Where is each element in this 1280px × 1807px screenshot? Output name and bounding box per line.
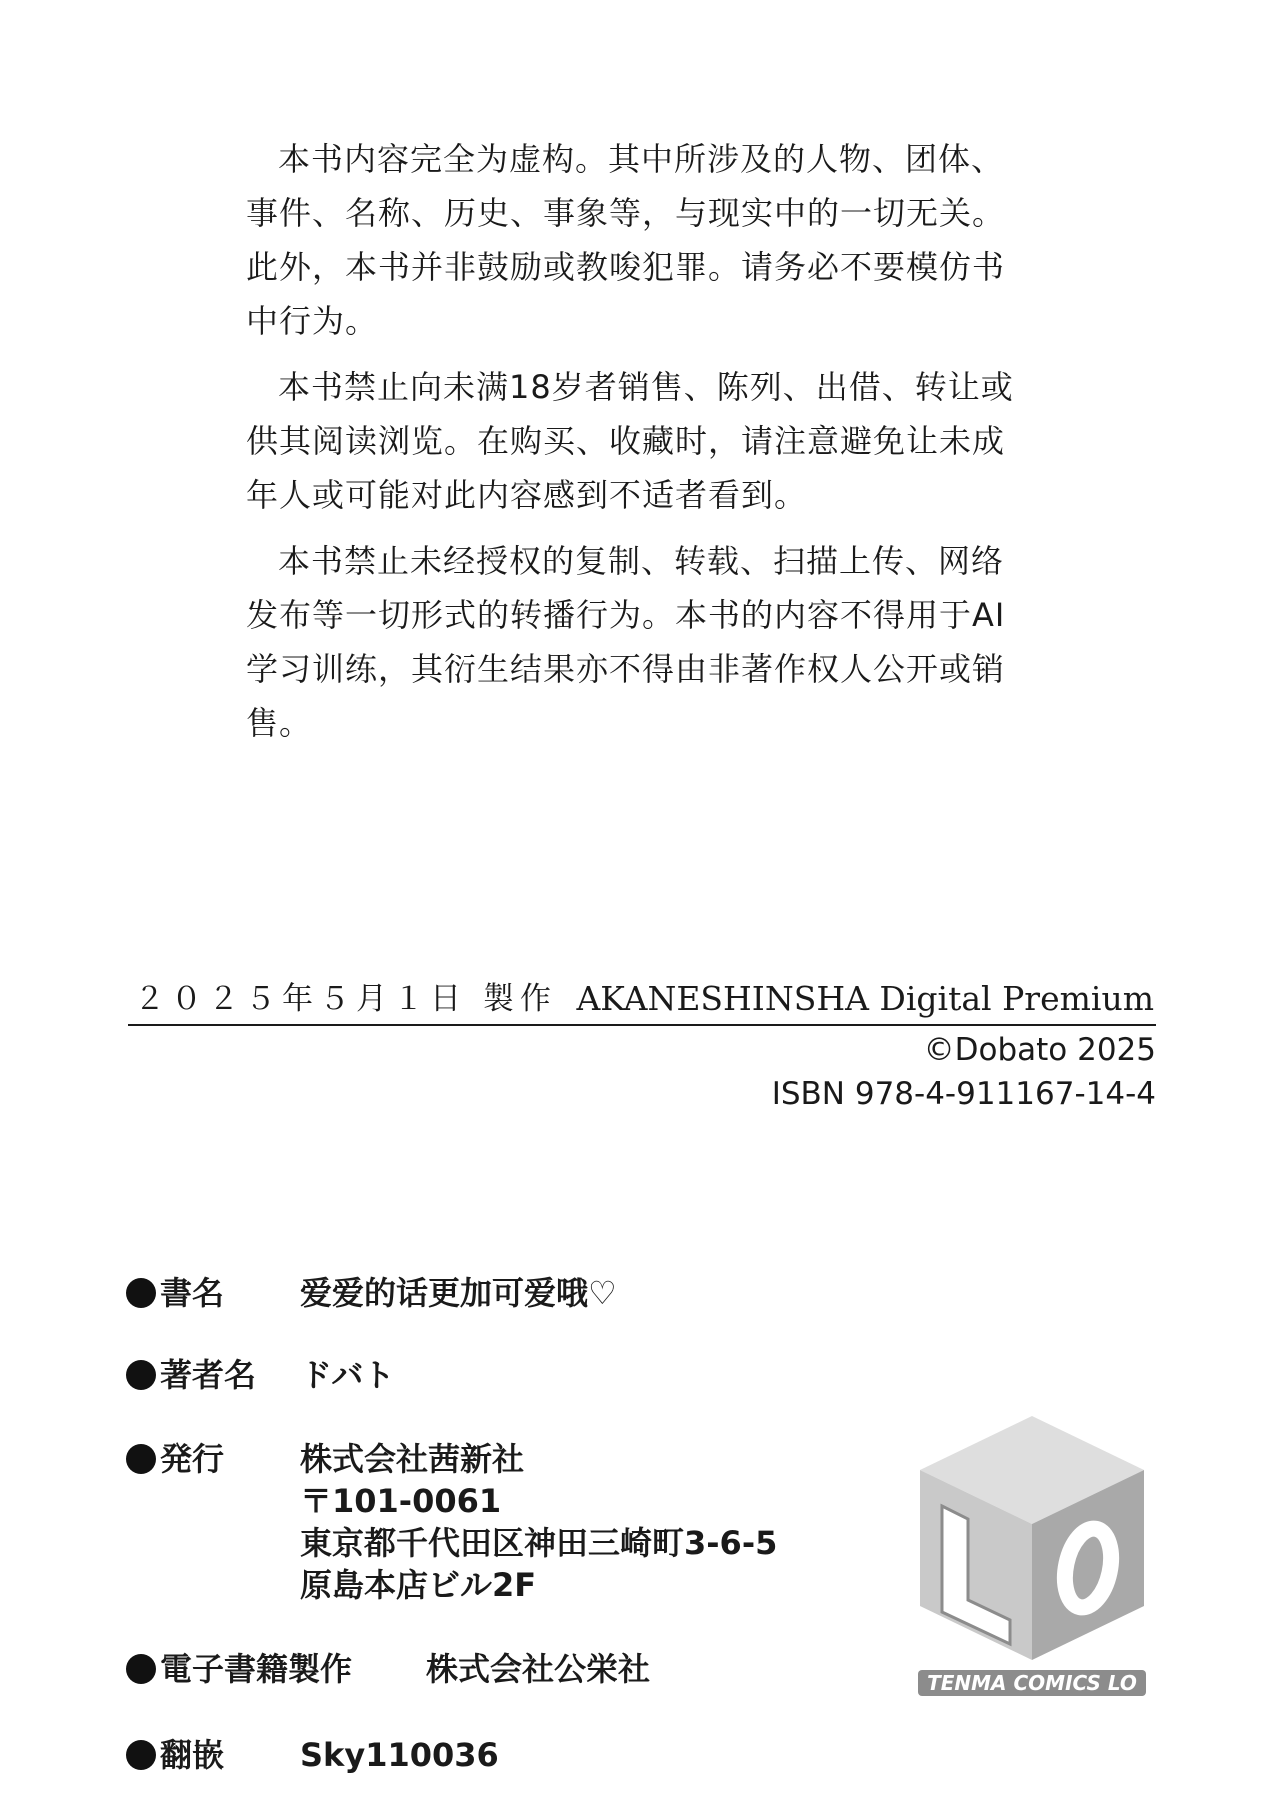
rights-block (772, 1028, 1156, 1116)
ebook-label: 電子書籍製作 (160, 1650, 353, 1688)
bullet-icon (126, 1654, 156, 1684)
info-row-ebook (124, 1648, 650, 1690)
publisher-building: 原島本店ビル2F (300, 1566, 537, 1604)
publisher-postal: 〒101-0061 (300, 1482, 502, 1520)
info-row-publisher (124, 1438, 777, 1606)
publisher-value (300, 1438, 777, 1606)
logo-caption: TENMA COMICS LO (927, 1671, 1137, 1695)
series-name: AKANESHINSHA Digital Premium (576, 979, 1154, 1018)
title-value (300, 1272, 617, 1314)
title-label: 書名 (160, 1274, 225, 1312)
isbn-line: ISBN 978-4-911167-14-4 (771, 1076, 1156, 1112)
notice-paragraph-fiction: 本书内容完全为虚构。其中所涉及的人物、团体、事件、名称、历史、事象等，与现实中的一切无关。此外，本书并非鼓励或教唆犯罪。请务必不要模仿书中行为。 (246, 140, 1006, 340)
author-value: ドバト (300, 1356, 395, 1394)
translation-label: 翻嵌 (160, 1736, 225, 1774)
info-row-title (124, 1272, 617, 1314)
publisher-name: 株式会社茜新社 (300, 1440, 525, 1478)
production-date: ２０２５年５月１日 製作 (134, 981, 557, 1017)
heart-icon: ♡ (588, 1274, 617, 1312)
ebook-value: 株式会社公栄社 (426, 1650, 651, 1688)
bullet-icon (126, 1360, 156, 1390)
translation-value: Sky110036 (300, 1736, 499, 1774)
bullet-icon (126, 1444, 156, 1474)
notice-paragraph-copyright: 本书禁止未经授权的复制、转载、扫描上传、网络发布等一切形式的转播行为。本书的内容不得用于AI学习训练，其衍生结果亦不得由非著作权人公开或销售。 (246, 542, 1006, 742)
author-label: 著者名 (160, 1356, 257, 1394)
title-text: 爱爱的话更加可爱哦 (300, 1274, 589, 1312)
tenma-comics-lo-logo (912, 1408, 1152, 1698)
info-row-author (124, 1354, 395, 1396)
bullet-icon (126, 1740, 156, 1770)
notice-text (246, 132, 1016, 762)
publisher-address: 東京都千代田区神田三崎町3-6-5 (300, 1524, 778, 1562)
publisher-label: 発行 (160, 1440, 225, 1478)
copyright-line: ©Dobato 2025 (923, 1032, 1156, 1068)
bullet-icon (126, 1278, 156, 1308)
notice-paragraph-age: 本书禁止向未满18岁者销售、陈列、出借、转让或供其阅读浏览。在购买、收藏时，请注意避免让未成年人或可能对此内容感到不适者看到。 (246, 368, 1014, 514)
info-row-translation (124, 1734, 499, 1776)
production-rule (128, 972, 1156, 1026)
